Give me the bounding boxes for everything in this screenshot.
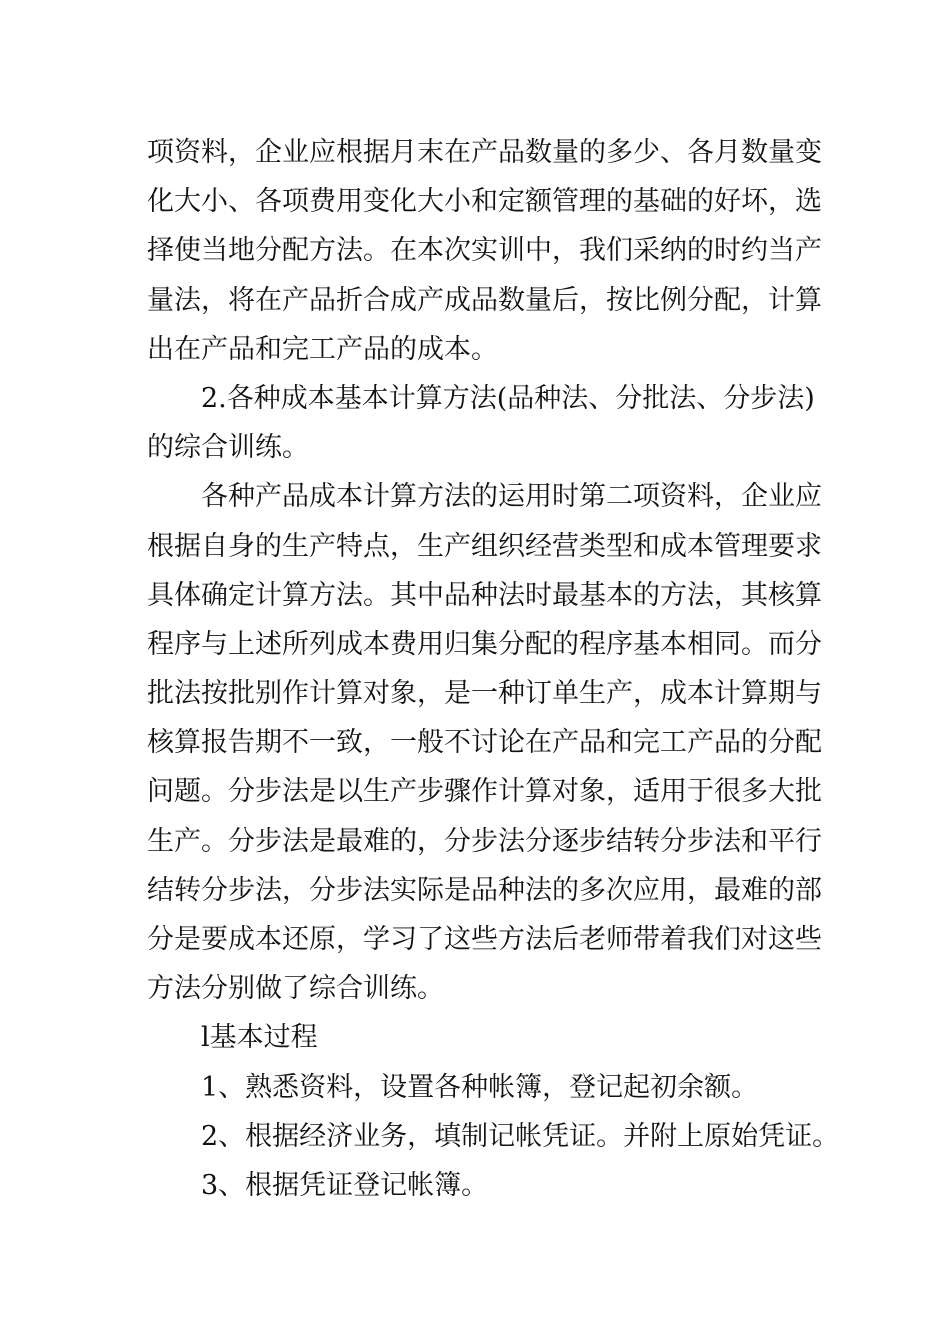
document-body [147, 128, 840, 1210]
paragraph-line: 程序与上述所列成本费用归集分配的程序基本相同。而分 [147, 628, 822, 660]
list-item: 3、根据凭证登记帐簿。 [201, 1169, 489, 1201]
paragraph-line: 批法按批别作计算对象，是一种订单生产，成本计算期与 [147, 678, 822, 710]
section-heading-line: l基本过程 [201, 1022, 318, 1054]
paragraph-line: 方法分别做了综合训练。 [147, 973, 444, 1005]
paragraph-line: 问题。分步法是以生产步骤作计算对象，适用于很多大批 [147, 776, 822, 808]
list-item: 2、根据经济业务，填制记帐凭证。并附上原始凭证。 [201, 1120, 840, 1152]
paragraph-line: 分是要成本还原，学习了这些方法后老师带着我们对这些 [147, 924, 822, 955]
section-heading-line: 的综合训练。 [147, 432, 309, 464]
list-item: 1、熟悉资料，设置各种帐簿，登记起初余额。 [201, 1071, 759, 1103]
section-heading-line: 2.各种成本基本计算方法(品种法、分批法、分步法) [201, 382, 815, 414]
paragraph-line: 择使当地分配方法。在本次实训中，我们采纳的时约当产 [147, 235, 822, 267]
paragraph-line: 出在产品和完工产品的成本。 [147, 333, 498, 365]
paragraph-line: 具体确定计算方法。其中品种法时最基本的方法，其核算 [147, 579, 822, 611]
paragraph-line: 量法，将在产品折合成产成品数量后，按比例分配，计算 [147, 284, 822, 316]
paragraph-line: 根据自身的生产特点，生产组织经营类型和成本管理要求 [147, 530, 822, 562]
paragraph-line: 化大小、各项费用变化大小和定额管理的基础的好坏，选 [147, 186, 822, 218]
paragraph-line: 项资料，企业应根据月末在产品数量的多少、各月数量变 [147, 137, 822, 168]
paragraph-line: 核算报告期不一致，一般不讨论在产品和完工产品的分配 [147, 727, 822, 759]
paragraph-line: 生产。分步法是最难的，分步法分逐步结转分步法和平行 [147, 825, 822, 857]
paragraph-line: 各种产品成本计算方法的运用时第二项资料，企业应 [201, 481, 822, 513]
paragraph-line: 结转分步法，分步法实际是品种法的多次应用，最难的部 [147, 874, 822, 906]
